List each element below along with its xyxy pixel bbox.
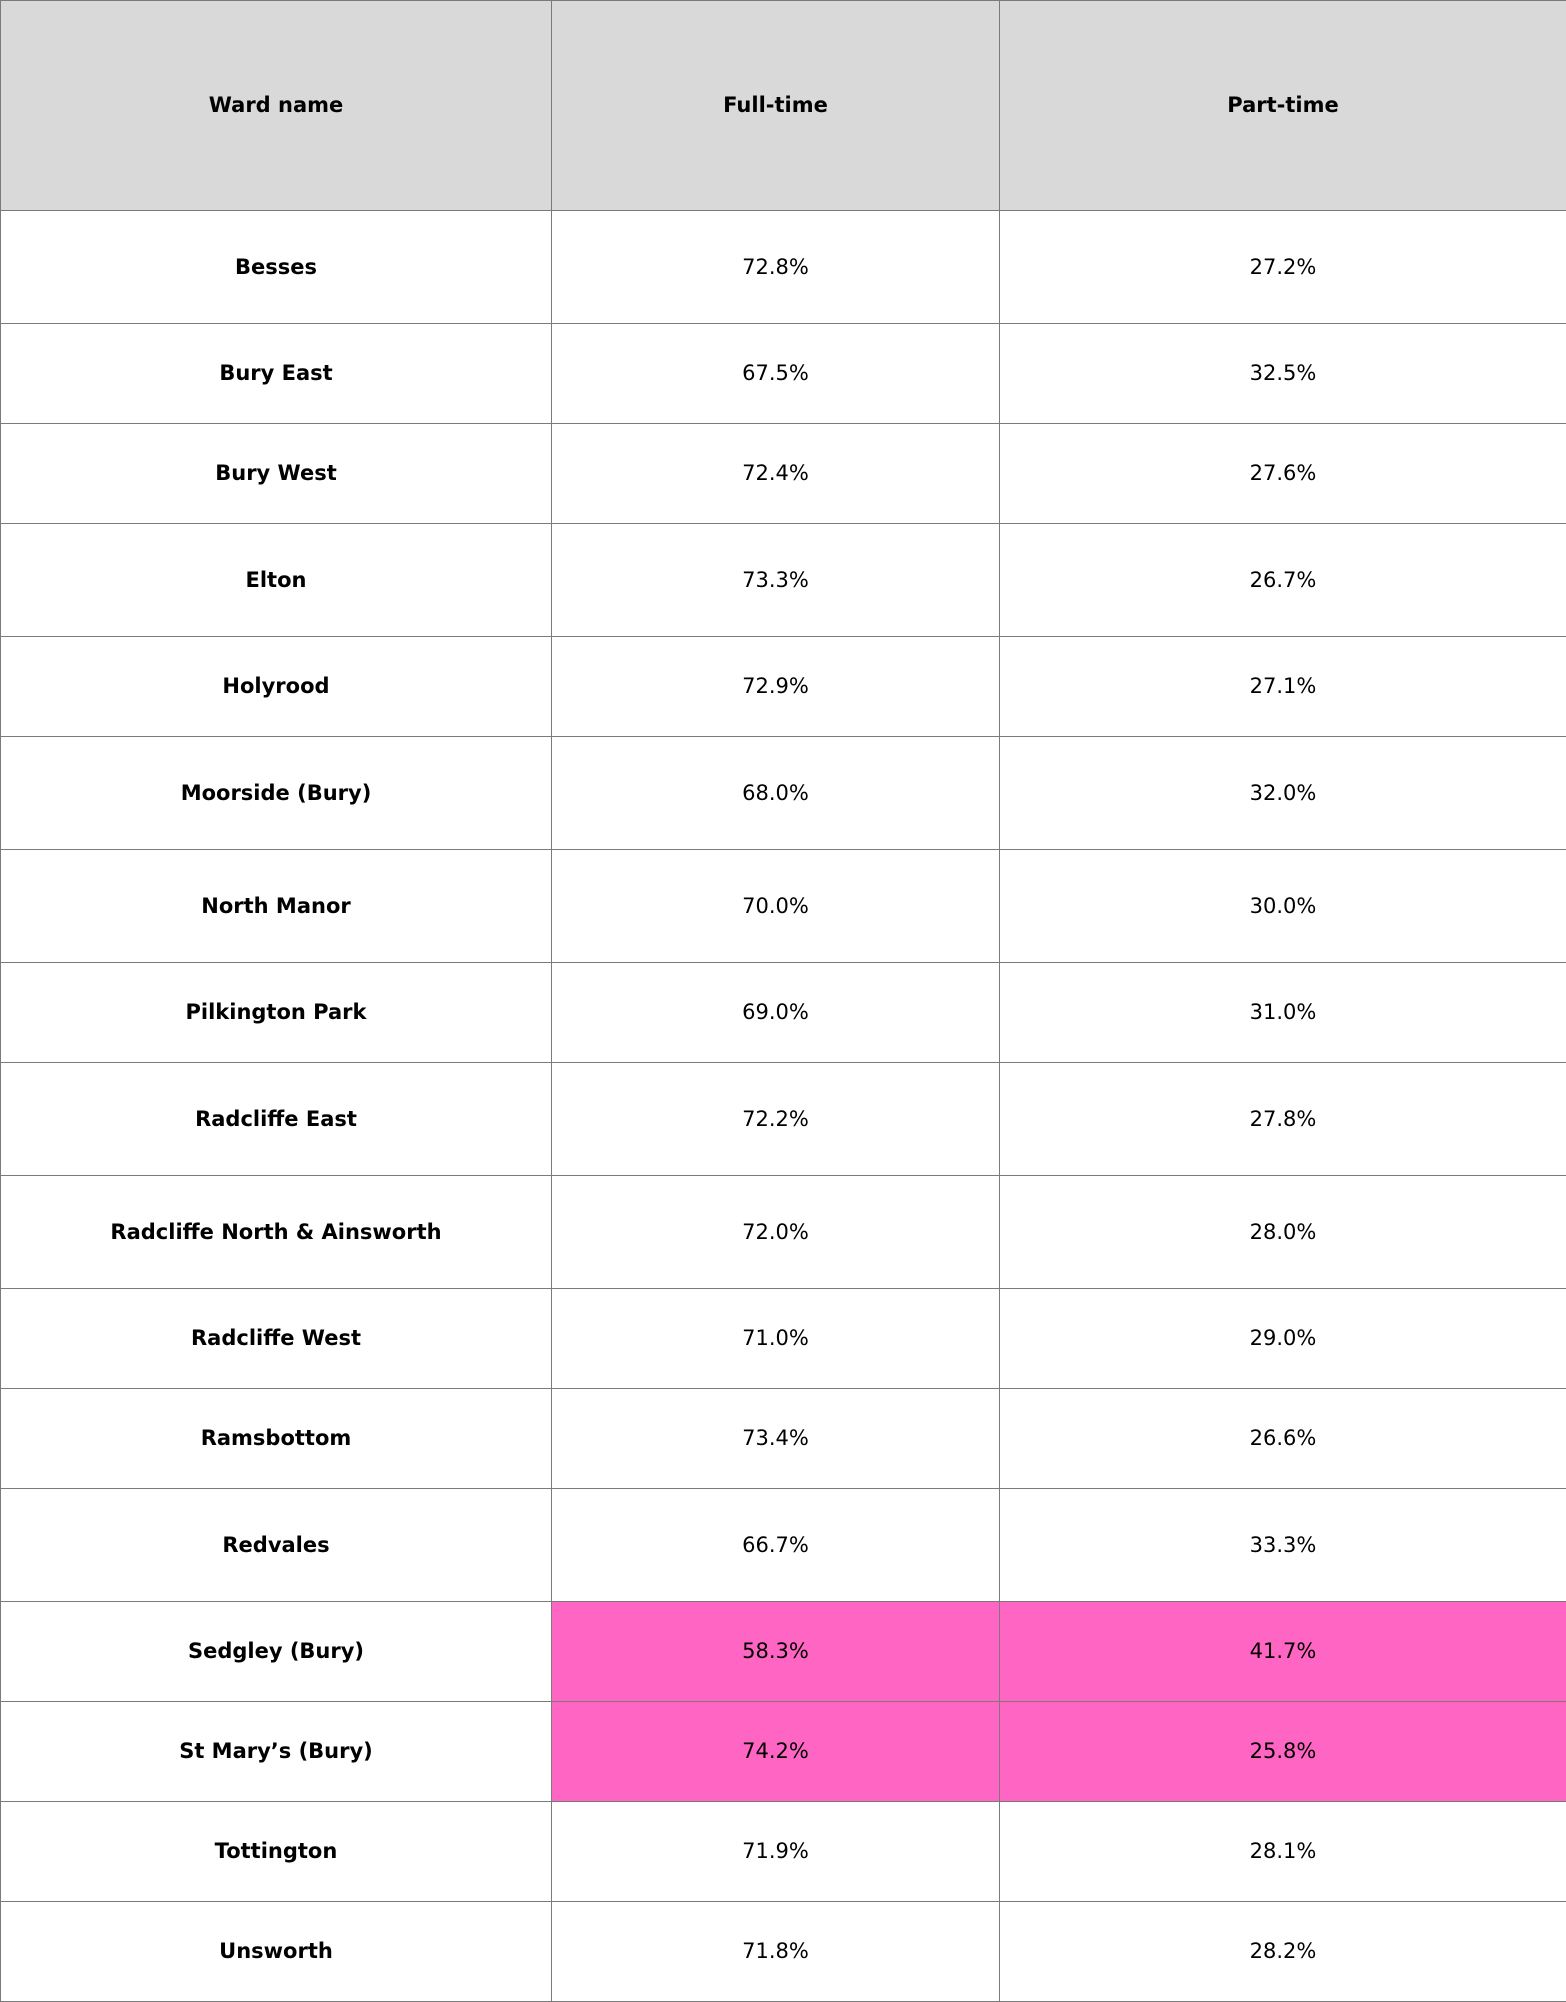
table-body — [1, 211, 1566, 2002]
table-row — [1, 524, 1566, 637]
ward-name-cell: Moorside (Bury) — [1, 737, 552, 850]
full-time-cell: 74.2% — [552, 1702, 1000, 1802]
ward-name-cell: Tottington — [1, 1802, 552, 1902]
part-time-cell: 28.1% — [1000, 1802, 1566, 1902]
ward-name-cell: Radcliffe North & Ainsworth — [1, 1176, 552, 1289]
full-time-cell: 71.0% — [552, 1289, 1000, 1389]
full-time-cell: 72.4% — [552, 424, 1000, 524]
ward-name-cell: Radcliffe West — [1, 1289, 552, 1389]
full-time-cell: 71.9% — [552, 1802, 1000, 1902]
ward-name-cell: Elton — [1, 524, 552, 637]
ward-name-cell: North Manor — [1, 850, 552, 963]
table-header — [1, 1, 1566, 211]
table-row — [1, 1902, 1566, 2002]
table-row — [1, 637, 1566, 737]
part-time-cell: 27.6% — [1000, 424, 1566, 524]
table-row — [1, 1176, 1566, 1289]
part-time-cell: 28.2% — [1000, 1902, 1566, 2002]
header-row — [1, 1, 1566, 211]
part-time-cell: 33.3% — [1000, 1489, 1566, 1602]
part-time-cell: 31.0% — [1000, 963, 1566, 1063]
full-time-cell: 66.7% — [552, 1489, 1000, 1602]
table-row — [1, 1063, 1566, 1176]
ward-name-cell: St Mary’s (Bury) — [1, 1702, 552, 1802]
part-time-cell: 32.0% — [1000, 737, 1566, 850]
full-time-cell: 72.9% — [552, 637, 1000, 737]
part-time-cell: 27.1% — [1000, 637, 1566, 737]
table-row — [1, 1289, 1566, 1389]
part-time-cell: 26.7% — [1000, 524, 1566, 637]
full-time-cell: 71.8% — [552, 1902, 1000, 2002]
table-row — [1, 1802, 1566, 1902]
part-time-cell: 32.5% — [1000, 324, 1566, 424]
table-row — [1, 1702, 1566, 1802]
full-time-cell: 69.0% — [552, 963, 1000, 1063]
table-row — [1, 737, 1566, 850]
table-row — [1, 324, 1566, 424]
part-time-cell: 25.8% — [1000, 1702, 1566, 1802]
table-row — [1, 211, 1566, 324]
full-time-cell: 70.0% — [552, 850, 1000, 963]
table-row — [1, 963, 1566, 1063]
ward-name-cell: Bury East — [1, 324, 552, 424]
full-time-cell: 72.2% — [552, 1063, 1000, 1176]
table-row — [1, 1602, 1566, 1702]
ward-name-cell: Ramsbottom — [1, 1389, 552, 1489]
part-time-cell: 41.7% — [1000, 1602, 1566, 1702]
full-time-cell: 67.5% — [552, 324, 1000, 424]
part-time-cell: 29.0% — [1000, 1289, 1566, 1389]
full-time-cell: 72.0% — [552, 1176, 1000, 1289]
part-time-cell: 26.6% — [1000, 1389, 1566, 1489]
ward-name-cell: Holyrood — [1, 637, 552, 737]
table-row — [1, 1389, 1566, 1489]
header-part-time: Part-time — [1000, 1, 1566, 211]
header-ward-name: Ward name — [1, 1, 552, 211]
part-time-cell: 27.2% — [1000, 211, 1566, 324]
ward-name-cell: Bury West — [1, 424, 552, 524]
ward-name-cell: Sedgley (Bury) — [1, 1602, 552, 1702]
full-time-cell: 73.3% — [552, 524, 1000, 637]
table-row — [1, 424, 1566, 524]
ward-name-cell: Pilkington Park — [1, 963, 552, 1063]
part-time-cell: 28.0% — [1000, 1176, 1566, 1289]
full-time-cell: 72.8% — [552, 211, 1000, 324]
part-time-cell: 27.8% — [1000, 1063, 1566, 1176]
ward-name-cell: Redvales — [1, 1489, 552, 1602]
table-row — [1, 850, 1566, 963]
ward-name-cell: Unsworth — [1, 1902, 552, 2002]
ward-name-cell: Radcliffe East — [1, 1063, 552, 1176]
header-full-time: Full-time — [552, 1, 1000, 211]
full-time-cell: 68.0% — [552, 737, 1000, 850]
ward-name-cell: Besses — [1, 211, 552, 324]
part-time-cell: 30.0% — [1000, 850, 1566, 963]
table-row — [1, 1489, 1566, 1602]
full-time-cell: 58.3% — [552, 1602, 1000, 1702]
full-time-cell: 73.4% — [552, 1389, 1000, 1489]
